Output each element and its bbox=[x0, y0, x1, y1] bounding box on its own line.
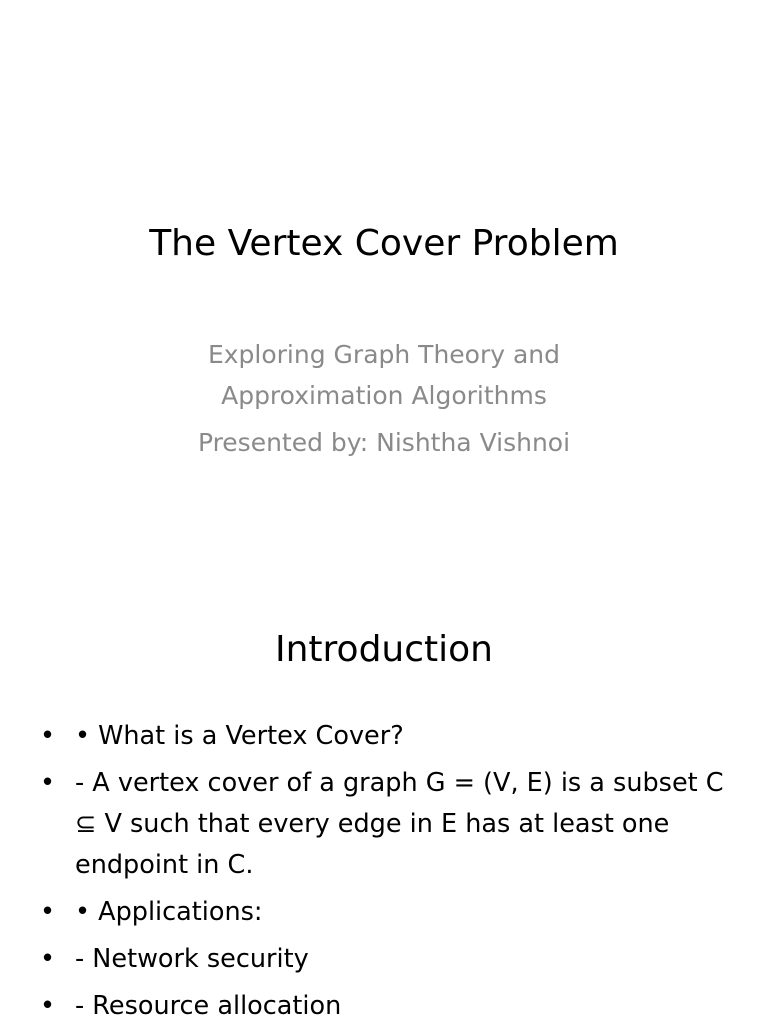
bullet-marker: • bbox=[40, 721, 56, 751]
bullet-marker: • bbox=[40, 944, 56, 974]
subtitle-line-1: Exploring Graph Theory and bbox=[207, 340, 561, 369]
list-item bbox=[40, 763, 730, 886]
bullet-text: - A vertex cover of a graph G = (V, E) is a subset C ⊆ V such that every edge in E has at least one endpoint in C. bbox=[75, 768, 724, 880]
bullet-text: - Resource allocation bbox=[75, 991, 342, 1021]
list-item bbox=[40, 892, 730, 933]
list-item bbox=[40, 939, 730, 980]
list-item bbox=[40, 716, 730, 757]
bullet-list bbox=[40, 716, 730, 1024]
slide-subtitle bbox=[0, 334, 768, 463]
bullet-marker: • bbox=[40, 768, 56, 798]
slide-title: The Vertex Cover Problem bbox=[149, 223, 619, 264]
slide-title: Introduction bbox=[274, 629, 493, 670]
bullet-marker: • bbox=[40, 897, 56, 927]
introduction-slide bbox=[0, 576, 768, 1024]
bullet-text: - Network security bbox=[75, 944, 309, 974]
bullet-text: • Applications: bbox=[75, 897, 263, 927]
subtitle-line-2: Approximation Algorithms bbox=[221, 381, 547, 410]
bullet-marker: • bbox=[40, 991, 56, 1021]
subtitle-presenter: Presented by: Nishtha Vishnoi bbox=[197, 428, 571, 457]
list-item bbox=[40, 986, 730, 1024]
bullet-text: • What is a Vertex Cover? bbox=[75, 721, 404, 751]
